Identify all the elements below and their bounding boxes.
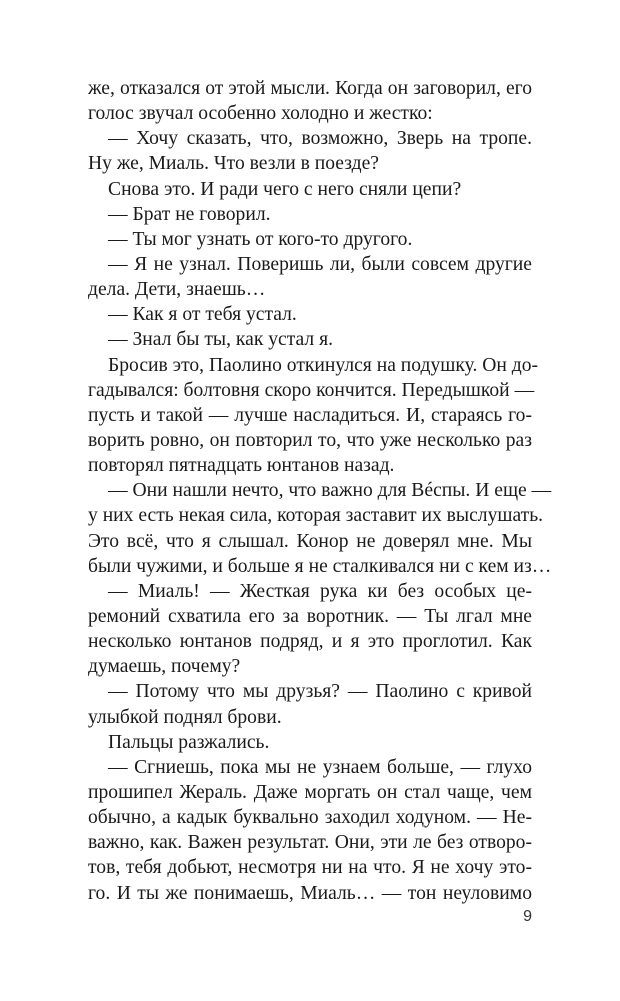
text-line: пусть и такой — лучше насладиться. И, стараясь го- bbox=[88, 404, 532, 426]
body-text bbox=[88, 76, 552, 906]
text-line: ворить ровно, он повторил то, что уже несколько раз bbox=[88, 429, 532, 451]
page-number: 9 bbox=[523, 908, 532, 925]
text-line: прошипел Жераль. Даже моргать он стал чаще, чем bbox=[88, 781, 532, 803]
text-line: Пальцы разжались. bbox=[108, 731, 270, 753]
text-line: Это всё, что я слышал. Конор не доверял мне. Мы bbox=[88, 530, 532, 552]
text-line: же, отказался от этой мысли. Когда он заговорил, его bbox=[88, 78, 532, 99]
text-line: — Как я от тебя устал. bbox=[108, 304, 297, 326]
text-line: голос звучал особенно холодно и жестко: bbox=[88, 103, 433, 125]
text-line: Снова это. И ради чего с него сняли цепи? bbox=[108, 178, 462, 200]
text-line: — Брат не говорил. bbox=[108, 203, 271, 225]
text-line: думаешь, почему? bbox=[88, 656, 241, 678]
text-line: важно, как. Важен результат. Они, эти ле без отворо- bbox=[88, 832, 532, 854]
text-line: повторял пятнадцать юнтанов назад. bbox=[88, 455, 395, 477]
text-line: дела. Дети, знаешь… bbox=[88, 279, 266, 301]
text-line: — Хочу сказать, что, возможно, Зверь на тропе. bbox=[108, 128, 532, 150]
text-line: — Миаль! — Жесткая рука ки без особых це- bbox=[108, 580, 532, 602]
text-line: Ну же, Миаль. Что везли в поезде? bbox=[88, 153, 379, 175]
text-line: улыбкой поднял брови. bbox=[88, 706, 282, 728]
text-line: гадывался: болтовня скоро кончится. Передышкой — bbox=[88, 379, 535, 401]
text-line: — Я не узнал. Поверишь ли, были совсем другие bbox=[108, 253, 532, 275]
text-line: — Они нашли нечто, что важно для Вéспы. И еще — bbox=[108, 480, 552, 502]
text-line: обычно, а кадык буквально заходил ходуном. — Не- bbox=[88, 807, 532, 829]
text-line: — Сгниешь, пока мы не узнаем больше, — глухо bbox=[108, 756, 532, 778]
text-line: — Потому что мы друзья? — Паолино с кривой bbox=[108, 681, 532, 703]
text-line: тов, тебя добьют, несмотря ни на что. Я не хочу это- bbox=[88, 857, 532, 879]
text-line: — Ты мог узнать от кого-то другого. bbox=[108, 228, 413, 250]
text-line: — Знал бы ты, как устал я. bbox=[108, 329, 333, 351]
text-line: были чужими, и больше я не сталкивался ни с кем из… bbox=[88, 555, 552, 577]
text-line: несколько юнтанов подряд, и я это проглотил. Как bbox=[88, 631, 532, 653]
text-line: у них есть некая сила, которая заставит их выслушать. bbox=[88, 505, 544, 527]
text-line: Бросив это, Паолино откинулся на подушку. Он до- bbox=[108, 354, 539, 376]
text-line: го. И ты же понимаешь, Миаль… — тон неуловимо bbox=[88, 882, 532, 904]
text-line: ремоний схватила его за воротник. — Ты лгал мне bbox=[88, 605, 532, 627]
